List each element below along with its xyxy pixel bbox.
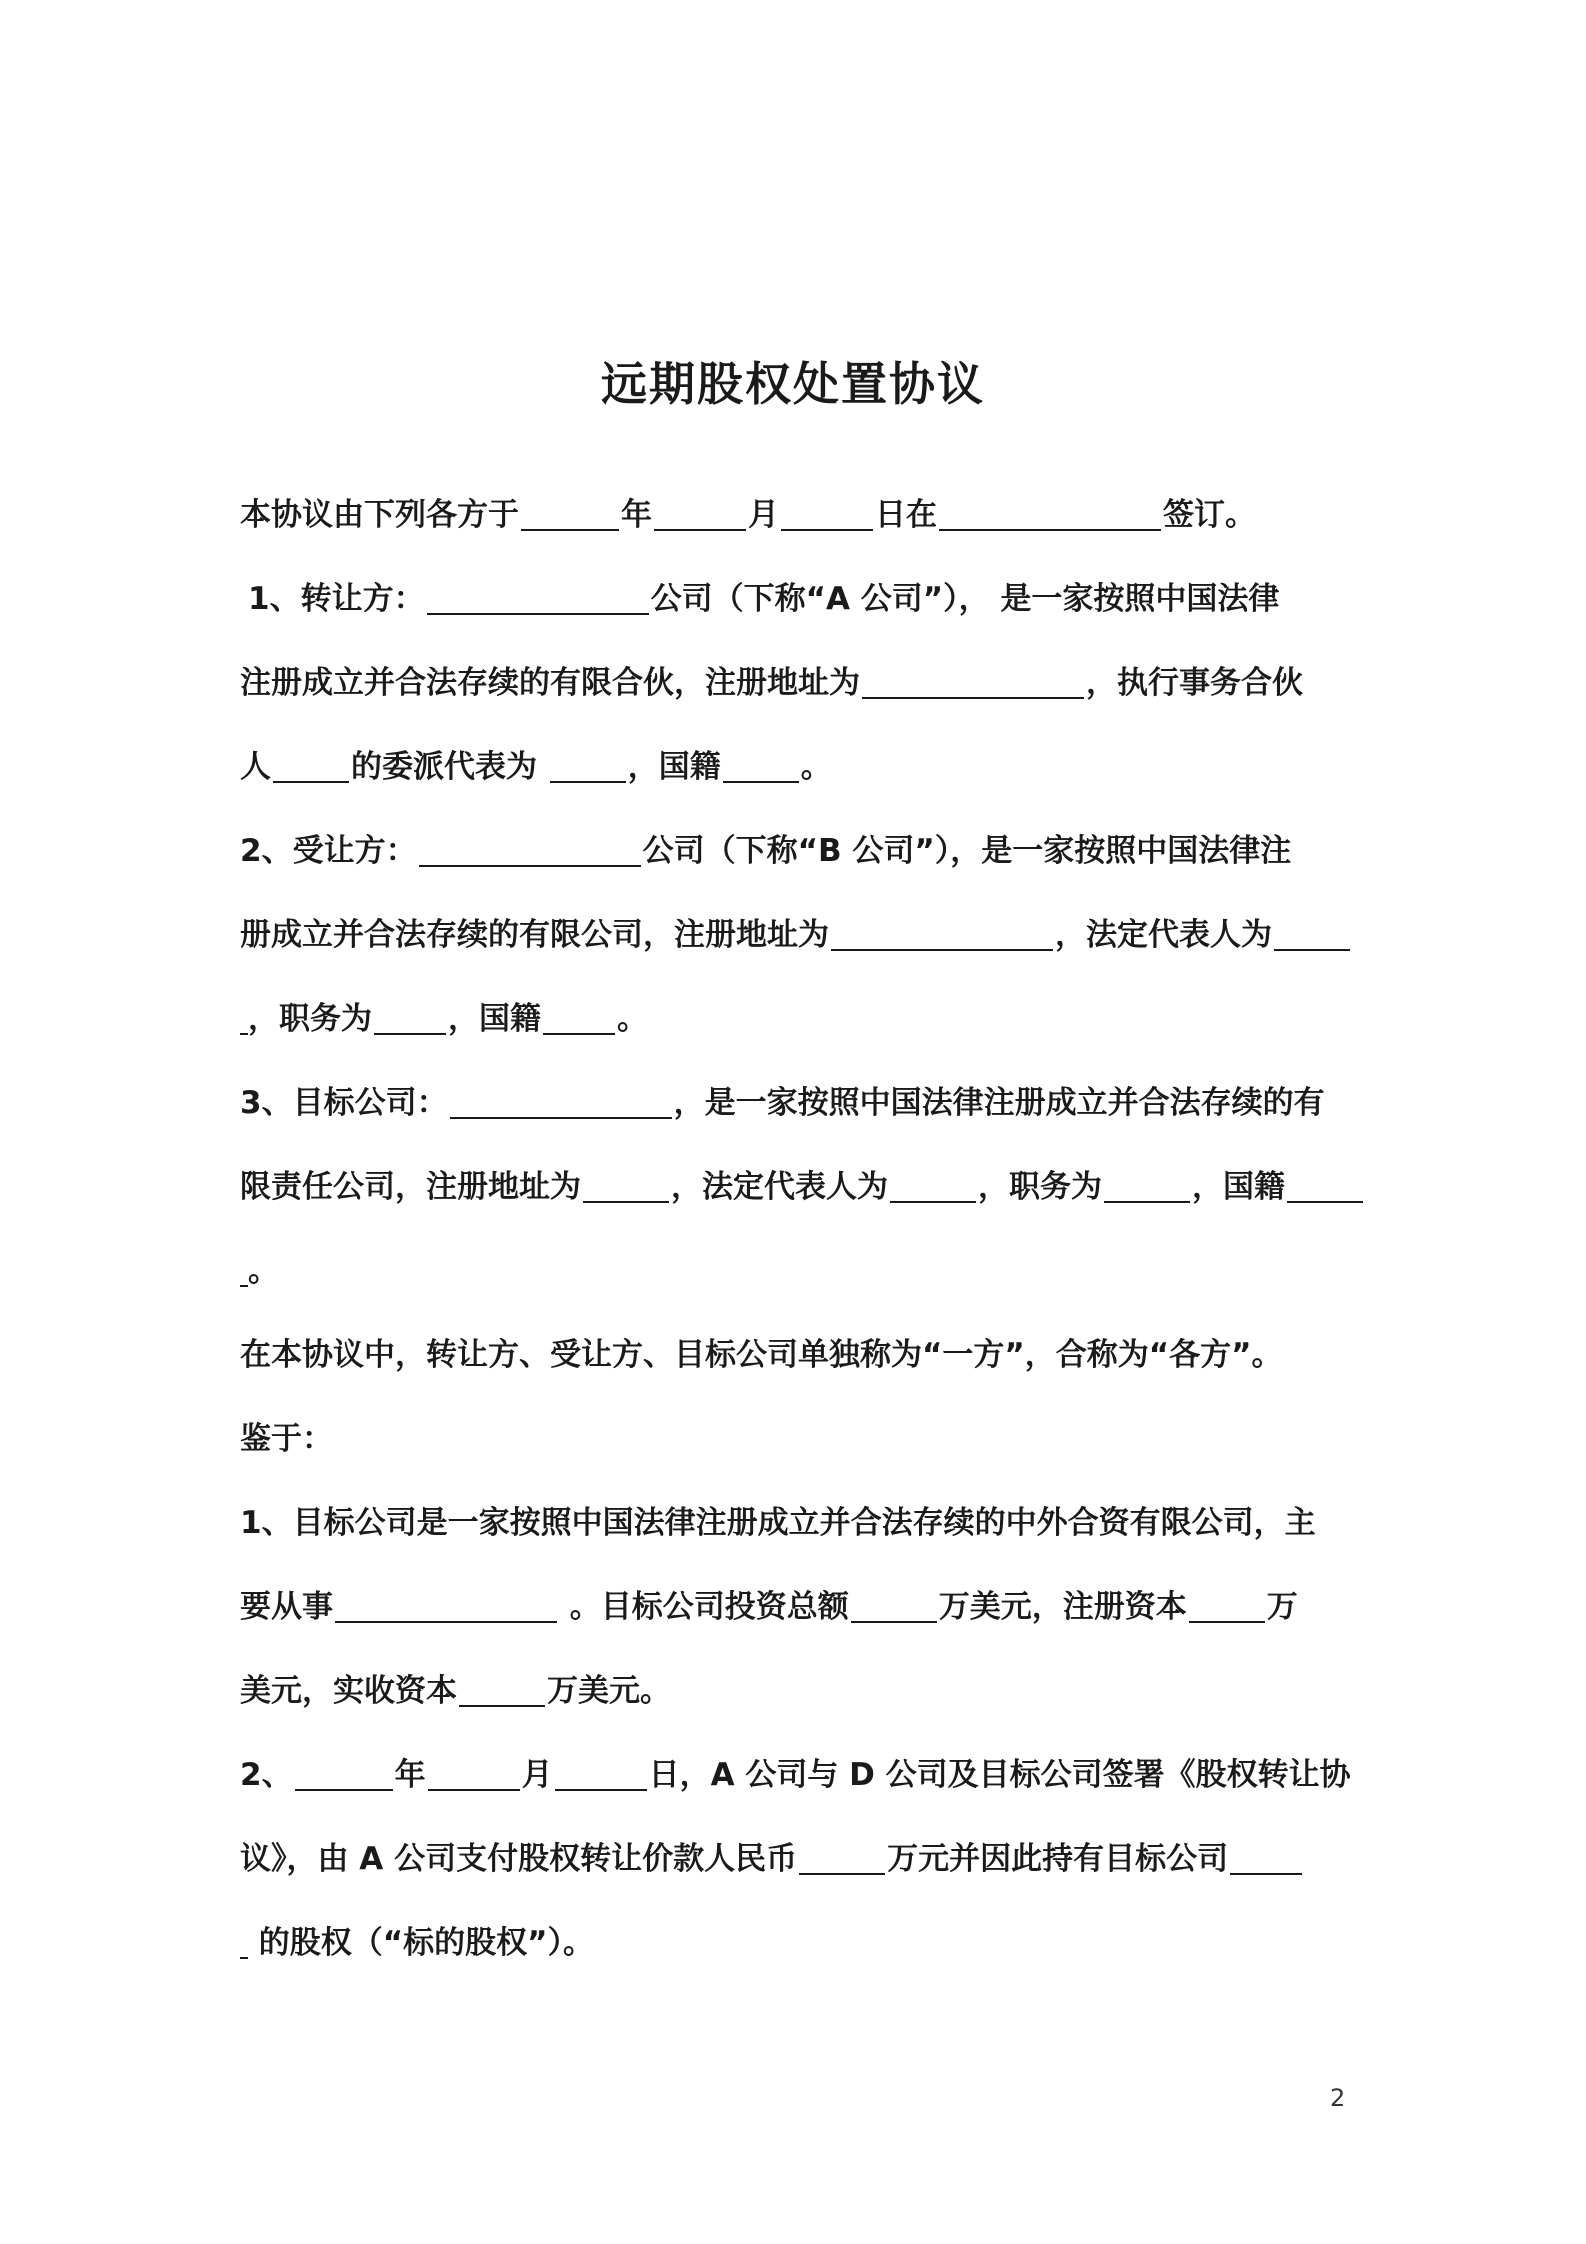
text-segment: 美元，实收资本	[240, 1673, 457, 1709]
text-segment: 年	[621, 497, 652, 533]
text-line	[240, 1498, 1360, 1548]
text-segment: 万美元。	[547, 1673, 671, 1709]
fill-blank	[240, 1923, 248, 1959]
text-segment: 万	[1266, 1589, 1298, 1625]
fill-blank	[831, 915, 1053, 951]
text-line	[240, 1918, 1360, 1968]
fill-blank	[799, 1839, 885, 1875]
text-line	[240, 1246, 1360, 1296]
text-segment: 公司（下称“A 公司”）， 是一家按照中国法律	[650, 581, 1280, 617]
text-segment: 。目标公司投资总额	[569, 1589, 849, 1625]
fill-blank	[1274, 915, 1350, 951]
fill-blank	[781, 495, 873, 531]
text-line	[240, 1162, 1360, 1212]
text-segment: 日，A 公司与 D 公司及目标公司签署《股权转让协	[648, 1757, 1351, 1793]
text-segment: ，是一家按照中国法律注册成立并合法存续的有	[673, 1085, 1325, 1121]
text-segment: 公司（下称“B 公司”），是一家按照中国法律注	[642, 833, 1292, 869]
text-line	[240, 1750, 1360, 1800]
fill-blank	[1104, 1167, 1190, 1203]
text-line	[240, 658, 1360, 708]
fill-blank	[1287, 1167, 1363, 1203]
fill-blank	[851, 1587, 937, 1623]
text-segment: 2、	[240, 1757, 293, 1793]
text-segment: ，国籍	[1192, 1169, 1285, 1205]
text-segment: 签订。	[1163, 497, 1256, 533]
text-segment: 的委派代表为	[351, 749, 537, 785]
text-line	[248, 574, 1368, 624]
fill-blank	[862, 663, 1084, 699]
text-segment: 要从事	[240, 1589, 333, 1625]
text-line	[240, 1330, 1360, 1380]
fill-blank	[583, 1167, 669, 1203]
text-line	[240, 1666, 1360, 1716]
text-segment: ，执行事务合伙	[1086, 665, 1303, 701]
fill-blank	[723, 747, 799, 783]
text-segment: 人	[240, 749, 271, 785]
fill-blank	[240, 999, 248, 1035]
text-segment: ，法定代表人为	[671, 1169, 888, 1205]
text-segment: 1、转让方：	[248, 581, 425, 617]
text-line	[240, 994, 1360, 1044]
page-number: 2	[1330, 2084, 1346, 2112]
fill-blank	[295, 1755, 393, 1791]
text-segment: 册成立并合法存续的有限公司，注册地址为	[240, 917, 829, 953]
section-heading	[240, 1414, 1360, 1464]
text-segment: 限责任公司，注册地址为	[240, 1169, 581, 1205]
fill-blank	[521, 495, 619, 531]
text-line	[240, 1834, 1360, 1884]
fill-blank	[890, 1167, 976, 1203]
text-line	[240, 490, 1360, 540]
fill-blank	[419, 831, 641, 867]
text-segment: ，国籍	[627, 749, 721, 785]
text-segment: 鉴于：	[240, 1421, 333, 1457]
fill-blank	[555, 1755, 647, 1791]
text-segment: ，职务为	[248, 1001, 372, 1037]
text-line	[240, 910, 1360, 960]
fill-blank	[1230, 1839, 1302, 1875]
text-segment: 日在	[875, 497, 937, 533]
text-segment: 月	[521, 1757, 553, 1793]
fill-blank	[939, 495, 1161, 531]
text-segment: 2、受让方：	[240, 833, 417, 869]
text-segment: 。	[617, 1001, 648, 1037]
text-segment: 注册成立并合法存续的有限合伙，注册地址为	[240, 665, 860, 701]
text-segment: ，职务为	[978, 1169, 1102, 1205]
text-segment: 年	[394, 1757, 426, 1793]
text-segment: 月	[748, 497, 779, 533]
fill-blank	[550, 747, 626, 783]
text-line	[240, 1078, 1360, 1128]
text-segment: 在本协议中，转让方、受让方、目标公司单独称为“一方”，合称为“各方”。	[240, 1337, 1283, 1373]
text-segment: 议》，由 A 公司支付股权转让价款人民币	[240, 1841, 798, 1877]
text-segment: 1、目标公司是一家按照中国法律注册成立并合法存续的中外合资有限公司，主	[240, 1505, 1316, 1541]
fill-blank	[273, 747, 349, 783]
fill-blank	[428, 1755, 520, 1791]
fill-blank	[427, 579, 649, 615]
text-line	[240, 1582, 1360, 1632]
document-title: 远期股权处置协议	[601, 357, 985, 411]
text-segment: 万元并因此持有目标公司	[887, 1841, 1229, 1877]
fill-blank	[450, 1083, 672, 1119]
fill-blank	[374, 999, 446, 1035]
fill-blank	[459, 1671, 545, 1707]
text-segment: ，国籍	[448, 1001, 541, 1037]
fill-blank	[654, 495, 746, 531]
text-segment: 。	[800, 749, 832, 785]
text-segment: 3、目标公司：	[240, 1085, 448, 1121]
text-line	[240, 826, 1360, 876]
text-segment: 万美元，注册资本	[938, 1589, 1187, 1625]
text-segment: 本协议由下列各方于	[240, 497, 519, 533]
fill-blank	[240, 1251, 248, 1287]
fill-blank	[335, 1587, 557, 1623]
fill-blank	[1189, 1587, 1265, 1623]
text-segment: 的股权（“标的股权”）。	[258, 1925, 595, 1961]
text-segment: ，法定代表人为	[1055, 917, 1272, 953]
text-segment: 。	[248, 1253, 279, 1289]
text-line	[240, 742, 1360, 792]
fill-blank	[543, 999, 615, 1035]
